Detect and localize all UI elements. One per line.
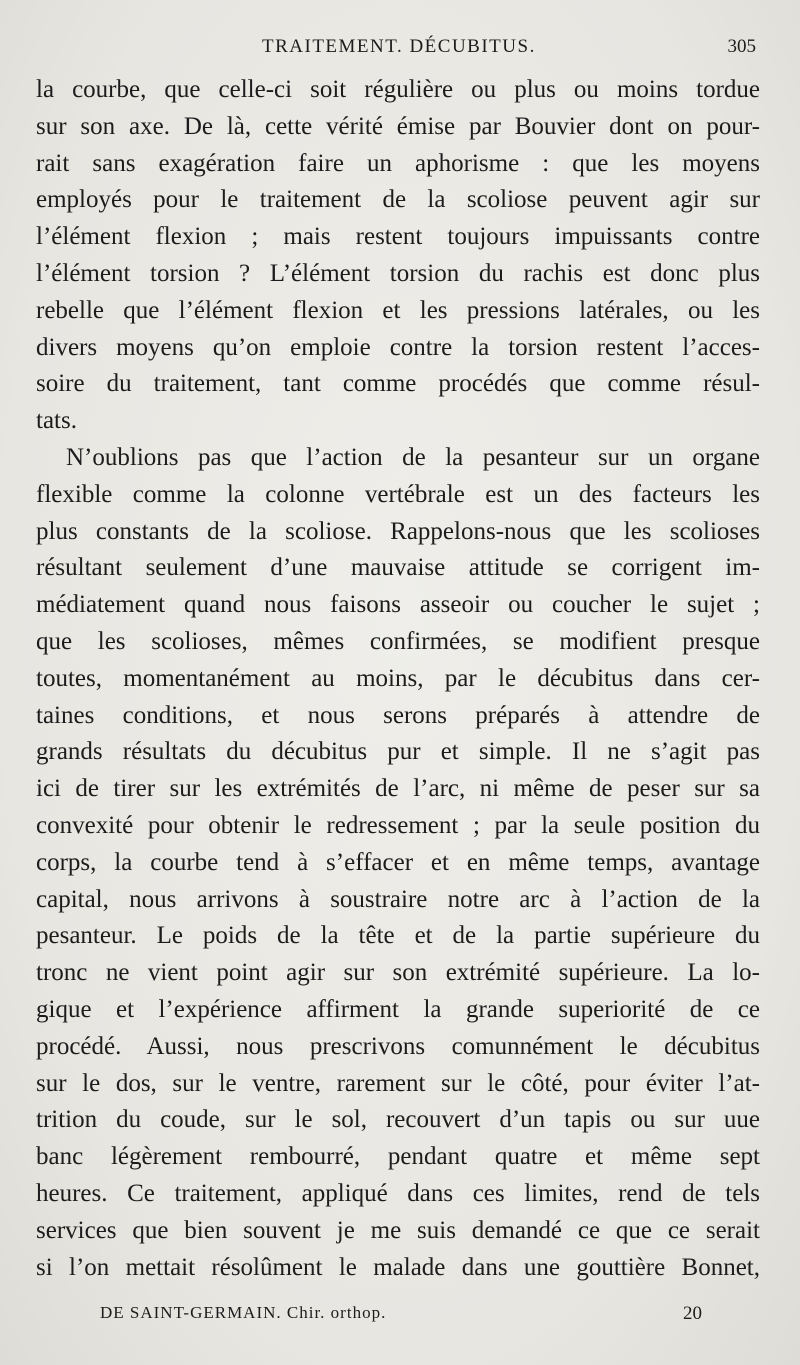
text-line: toutes, momentanément au moins, par le décubitus dans cer- xyxy=(36,664,760,692)
text-line: la courbe, que celle-ci soit régulière ou plus ou moins tordue xyxy=(36,76,760,103)
text-line: gique et l’expérience affirment la grande superiorité de ce xyxy=(36,995,760,1023)
text-line: sur le dos, sur le ventre, rarement sur le côté, pour éviter l’at- xyxy=(36,1069,760,1097)
page-header xyxy=(36,36,756,66)
text-line: services que bien souvent je me suis demandé ce que ce serait xyxy=(36,1216,760,1244)
text-line: divers moyens qu’on emploie contre la torsion restent l’acces- xyxy=(36,333,760,361)
text-line: employés pour le traitement de la scoliose peuvent agir sur xyxy=(36,186,760,214)
running-title: TRAITEMENT. DÉCUBITUS. xyxy=(262,36,536,57)
text-line: heures. Ce traitement, appliqué dans ces limites, rend de tels xyxy=(36,1179,760,1207)
text-line: pesanteur. Le poids de la tête et de la partie supérieure du xyxy=(36,922,760,950)
page-footer xyxy=(100,1303,720,1331)
text-line: si l’on mettait résolûment le malade dans une gouttière Bonnet, xyxy=(36,1253,760,1281)
text-line: sur son axe. De là, cette vérité émise par Bouvier dont on pour- xyxy=(36,112,760,140)
text-line: que les scolioses, mêmes confirmées, se modifient presque xyxy=(36,627,760,655)
text-line: corps, la courbe tend à s’effacer et en même temps, avantage xyxy=(36,848,760,876)
text-line: trition du coude, sur le sol, recouvert d’un tapis ou sur uue xyxy=(36,1106,760,1134)
page-number: 305 xyxy=(727,36,756,57)
text-line: plus constants de la scoliose. Rappelons-nous que les scolioses xyxy=(36,517,760,545)
text-line: grands résultats du décubitus pur et simple. Il ne s’agit pas xyxy=(36,738,760,766)
text-line: capital, nous arrivons à soustraire notre arc à l’action de la xyxy=(36,885,760,913)
printer-signature: DE SAINT-GERMAIN. Chir. orthop. xyxy=(100,1303,387,1322)
text-line: rebelle que l’élément flexion et les pressions latérales, ou les xyxy=(36,296,760,324)
text-line: N’oublions pas que l’action de la pesanteur sur un organe xyxy=(66,443,760,471)
text-line: résultant seulement d’une mauvaise attitude se corrigent im- xyxy=(36,554,760,582)
signature-number: 20 xyxy=(683,1303,702,1324)
text-line: procédé. Aussi, nous prescrivons comunnément le décubitus xyxy=(36,1032,760,1060)
text-line: médiatement quand nous faisons asseoir ou coucher le sujet ; xyxy=(36,591,760,619)
text-line: tats. xyxy=(36,407,77,435)
text-line: ici de tirer sur les extrémités de l’arc, ni même de peser sur sa xyxy=(36,775,760,803)
text-line: soire du traitement, tant comme procédés que comme résul- xyxy=(36,370,760,398)
text-line: l’élément flexion ; mais restent toujours impuissants contre xyxy=(36,223,760,251)
text-line: taines conditions, et nous serons préparés à attendre de xyxy=(36,701,760,729)
text-line: l’élément torsion ? L’élément torsion du rachis est donc plus xyxy=(36,259,760,287)
body-text xyxy=(36,72,760,1286)
text-line: rait sans exagération faire un aphorisme : que les moyens xyxy=(36,149,760,177)
text-line: flexible comme la colonne vertébrale est un des facteurs les xyxy=(36,480,760,508)
text-line: convexité pour obtenir le redressement ; par la seule position du xyxy=(36,811,760,839)
text-line: tronc ne vient point agir sur son extrémité supérieure. La lo- xyxy=(36,959,760,987)
text-line: banc légèrement rembourré, pendant quatre et même sept xyxy=(36,1143,760,1171)
